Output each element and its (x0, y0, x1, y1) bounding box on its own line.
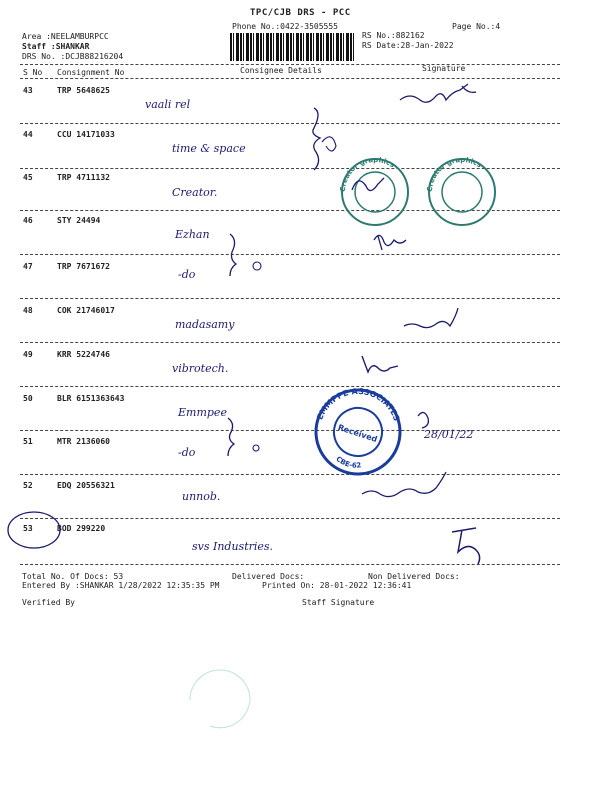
signature-50 (418, 412, 428, 428)
signature-46 (374, 235, 406, 250)
signature-43 (400, 84, 476, 102)
sno-circle (8, 512, 60, 548)
drs-number: DRS No. :DCJB88216204 (22, 52, 124, 61)
total-docs: Total No. Of Docs: 53 (22, 572, 124, 581)
sno: 53 (23, 524, 33, 533)
bracket-icon (228, 418, 234, 456)
non-delivered-docs: Non Delivered Docs: (368, 572, 460, 581)
document-title: TPC/CJB DRS - PCC (250, 8, 351, 18)
col-consignment: Consignment No (57, 68, 125, 77)
printed-on: Printed On: 28-01-2022 12:36:41 (262, 581, 412, 590)
consignee-handwritten: madasamy (175, 318, 235, 331)
verified-by: Verified By (22, 598, 75, 607)
bracket-hook (322, 137, 336, 151)
stamp-text-creator-2: Creator graphics (425, 155, 484, 193)
area-label: Area :NEELAMBURPCC (22, 32, 109, 41)
circle-mark (253, 262, 261, 270)
consignment-no: STY 24494 (57, 216, 101, 225)
consignment-no: MTR 2136060 (57, 437, 110, 446)
consignment-no: TRP 5648625 (57, 86, 110, 95)
creator-stamp-right (426, 156, 495, 225)
staff-label: Staff :SHANKAR (22, 42, 90, 51)
sno: 48 (23, 306, 33, 315)
rs-number: RS No.:882162 (362, 31, 425, 40)
entered-by: Entered By :SHANKAR 1/28/2022 12:35:35 PM (22, 581, 220, 590)
phone-number: Phone No.:0422-3505555 (232, 22, 338, 31)
consignee-handwritten: -do (178, 268, 196, 281)
signature-49 (362, 356, 398, 372)
consignee-handwritten: -do (178, 446, 196, 459)
stamp-text-emmppe: EMMPPE ASSOCIATES (315, 386, 402, 423)
signature-date: 28/01/22 (424, 428, 474, 441)
sno: 50 (23, 394, 33, 403)
signature-48 (404, 308, 458, 328)
stamp-text-city: CBE-62 (334, 454, 362, 470)
col-consignee: Consignee Details (240, 66, 322, 75)
consignee-handwritten: Creator. (172, 186, 218, 199)
sno: 49 (23, 350, 33, 359)
consignee-handwritten: Ezhan (175, 228, 210, 241)
consignee-handwritten: unnob. (182, 490, 221, 503)
consignee-handwritten: svs Industries. (192, 540, 274, 553)
consignment-no: COK 21746017 (57, 306, 115, 315)
sno: 52 (23, 481, 33, 490)
consignee-handwritten: vibrotech. (172, 362, 229, 375)
circle-mark (253, 445, 259, 451)
consignee-handwritten: vaali rel (145, 98, 191, 111)
bracket-icon (313, 108, 320, 170)
col-signature: Signature (422, 64, 466, 73)
sno: 47 (23, 262, 33, 271)
sno: 51 (23, 437, 33, 446)
col-sno: S No (23, 68, 43, 77)
sno: 43 (23, 86, 33, 95)
page-number: Page No.:4 (452, 22, 501, 31)
consignee-handwritten: Emmpee (178, 406, 227, 419)
emmppe-stamp (302, 375, 412, 485)
bracket-icon (230, 234, 236, 276)
rs-date: RS Date:28-Jan-2022 (362, 41, 454, 50)
sno: 45 (23, 173, 33, 182)
signature-52 (362, 472, 446, 497)
sno: 44 (23, 130, 33, 139)
consignee-handwritten: time & space (172, 142, 246, 155)
creator-stamp-left (339, 156, 408, 225)
consignment-no: KRR 5224746 (57, 350, 110, 359)
consignment-no: TRP 7671672 (57, 262, 110, 271)
consignment-no: BOD 299220 (57, 524, 106, 533)
consignment-no: TRP 4711132 (57, 173, 110, 182)
consignment-no: EDQ 20556321 (57, 481, 115, 490)
consignment-no: BLR 6151363643 (57, 394, 125, 403)
delivered-docs: Delivered Docs: (232, 572, 305, 581)
stamp-text-creator: Creator graphics (338, 155, 397, 193)
consignment-no: CCU 14171033 (57, 130, 115, 139)
sno: 46 (23, 216, 33, 225)
faint-ring-mark (190, 670, 250, 728)
staff-signature-label: Staff Signature (302, 598, 375, 607)
stamp-text-received: Received (336, 422, 379, 445)
signature-53 (452, 528, 480, 564)
